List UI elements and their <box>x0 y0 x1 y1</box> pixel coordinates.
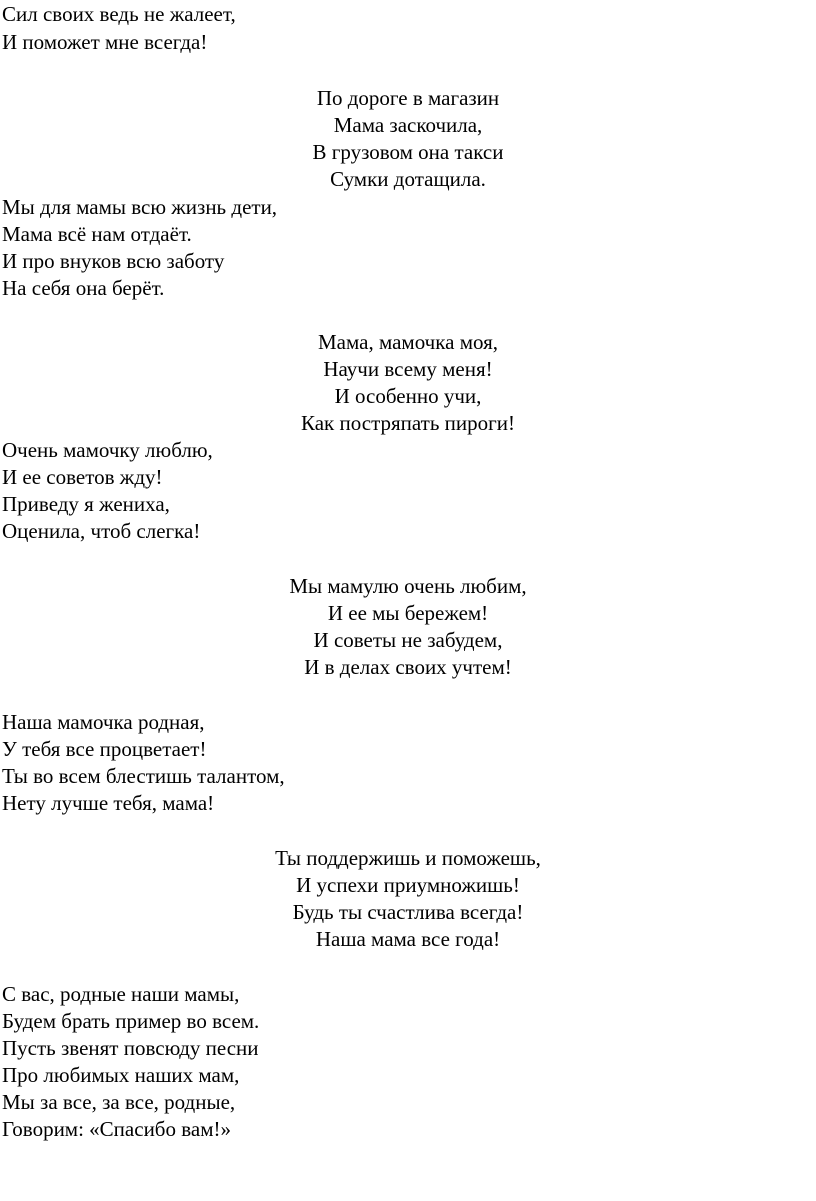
poem-line: Нету лучше тебя, мама! <box>2 791 215 815</box>
poem-line: С вас, родные наши мамы, <box>2 982 240 1006</box>
poem-line: Пусть звенят повсюду песни <box>2 1036 259 1060</box>
poem-line: И особенно учи, <box>334 384 482 408</box>
poem-line: Ты во всем блестишь талантом, <box>2 764 285 788</box>
poem-line: Будем брать пример во всем. <box>2 1009 260 1033</box>
poem-line: И поможет мне всегда! <box>2 30 208 54</box>
poem-line: Оценила, чтоб слегка! <box>2 519 201 543</box>
poem-line: И ее советов жду! <box>2 465 163 489</box>
poem-line: Ты поддержишь и поможешь, <box>275 846 541 870</box>
poem-line: И успехи приумножишь! <box>296 873 520 897</box>
poem-line: В грузовом она такси <box>312 140 504 164</box>
poem-line: Мы мамулю очень любим, <box>289 574 527 598</box>
poem-line: По дороге в магазин <box>316 86 500 110</box>
poem-line: Очень мамочку люблю, <box>2 438 213 462</box>
poem-line: Научи всему меня! <box>323 357 493 381</box>
poem-line: Мама, мамочка моя, <box>318 330 498 354</box>
poem-line: Говорим: «Спасибо вам!» <box>2 1117 231 1141</box>
poem-line: На себя она берёт. <box>2 276 165 300</box>
poem-line: Про любимых наших мам, <box>2 1063 240 1087</box>
poem-line: Мама всё нам отдаёт. <box>2 222 192 246</box>
poem-line: Приведу я жениха, <box>2 492 170 516</box>
poem-line: И в делах своих учтем! <box>304 655 512 679</box>
poem-line: Сумки дотащила. <box>330 167 486 191</box>
poem-line: Мама заскочила, <box>333 113 483 137</box>
poem-line: И ее мы бережем! <box>327 601 489 625</box>
poem-line: Мы для мамы всю жизнь дети, <box>2 195 278 219</box>
poem-line: Как постряпать пироги! <box>300 411 516 435</box>
poem-line: И советы не забудем, <box>313 628 503 652</box>
poem-line: Наша мамочка родная, <box>2 710 205 734</box>
poem-line: Наша мама все года! <box>315 927 501 951</box>
poem-line: Сил своих ведь не жалеет, <box>2 2 236 26</box>
poem-line: И про внуков всю заботу <box>2 249 225 273</box>
poem-line: Будь ты счастлива всегда! <box>292 900 524 924</box>
poem-line: У тебя все процветает! <box>2 737 207 761</box>
poem-line: Мы за все, за все, родные, <box>2 1090 236 1114</box>
